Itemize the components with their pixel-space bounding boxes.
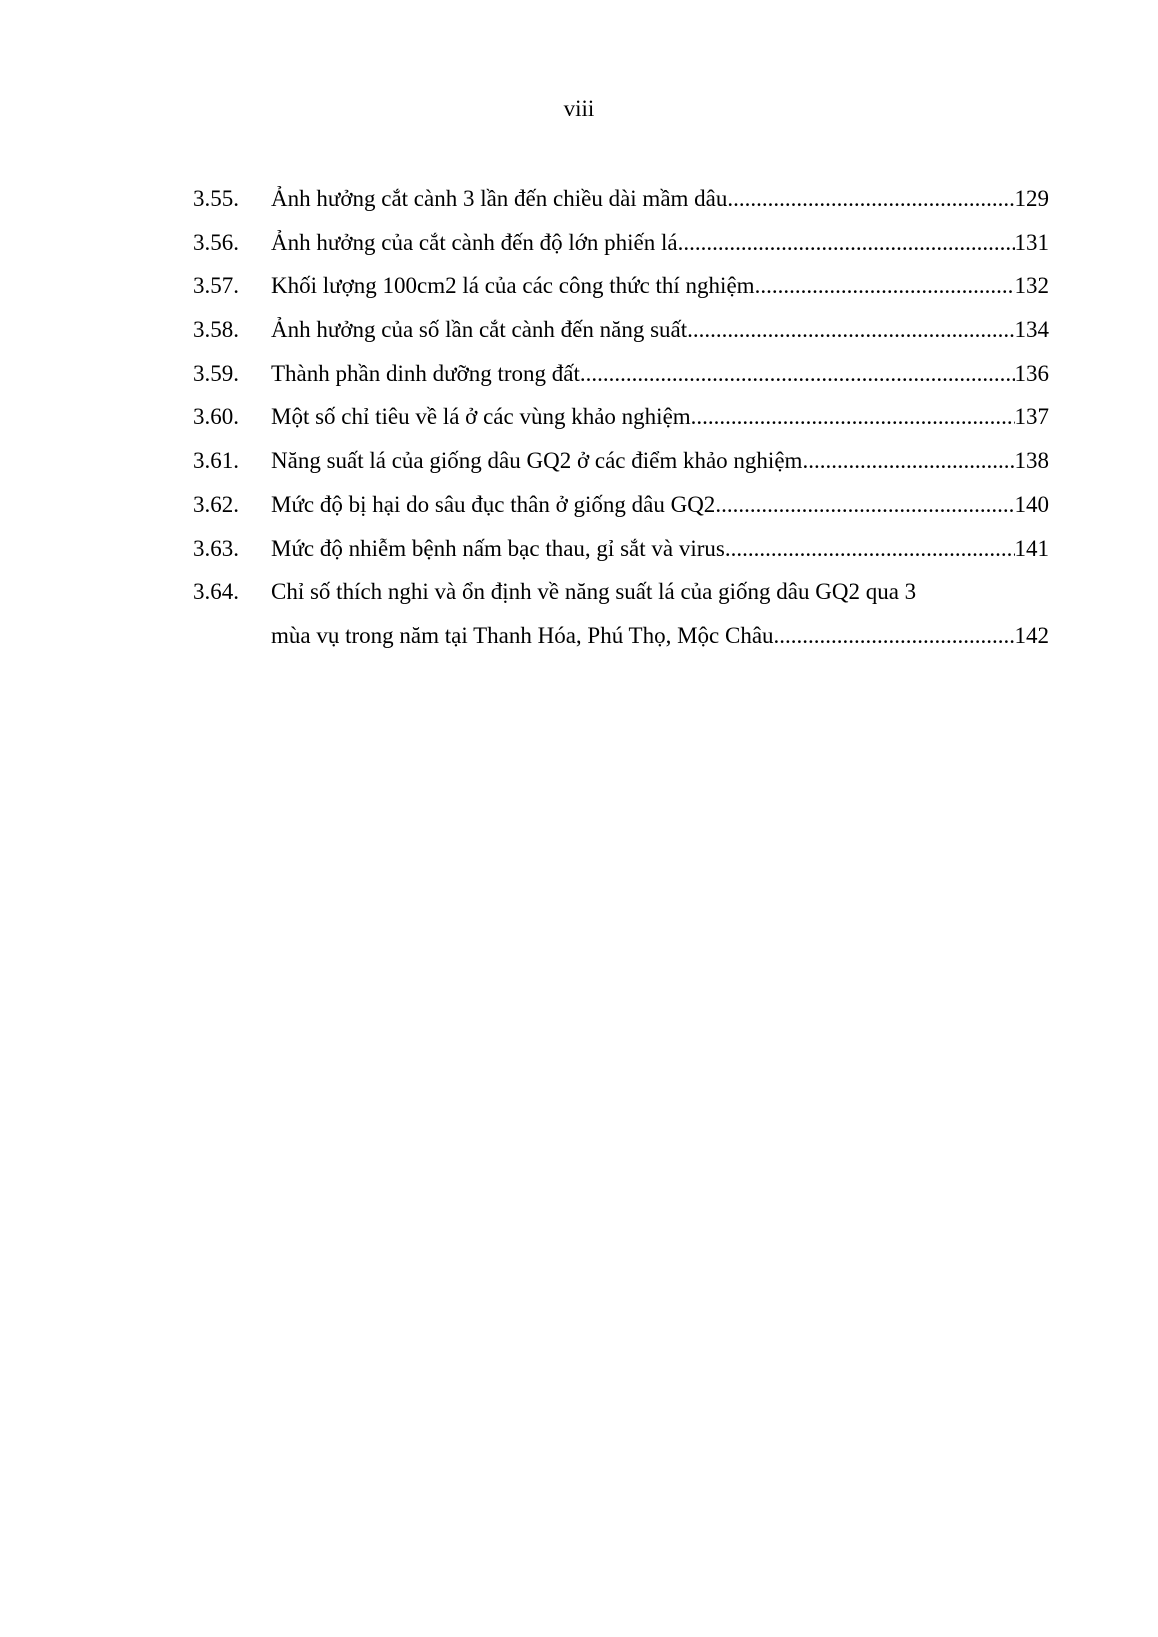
dot-leader <box>802 446 1014 476</box>
toc-entry-number: 3.60. <box>193 404 239 430</box>
dot-leader <box>691 402 1015 432</box>
dot-leader <box>725 534 1015 564</box>
toc-entry <box>193 184 1049 214</box>
toc-entry-page: 140 <box>1014 491 1049 517</box>
toc-entry <box>193 534 1049 564</box>
toc-entry-title: Mức độ bị hại do sâu đục thân ở giống dâu GQ2 <box>271 491 716 517</box>
dot-leader <box>580 359 1015 389</box>
toc-entry-number: 3.61. <box>193 448 239 474</box>
toc-entry-title: Ảnh hưởng của cắt cành đến độ lớn phiến lá <box>271 229 678 255</box>
dot-leader <box>727 184 1014 214</box>
toc-entry-number: 3.56. <box>193 229 239 255</box>
toc-entry-title: Mức độ nhiễm bệnh nấm bạc thau, gỉ sắt và virus <box>271 535 725 561</box>
toc-entry-title: Khối lượng 100cm2 lá của các công thức thí nghiệm <box>271 273 755 299</box>
dot-leader <box>687 315 1014 345</box>
toc-entry-number: 3.58. <box>193 317 239 343</box>
toc-entry <box>193 271 1049 301</box>
table-of-contents <box>193 184 1049 665</box>
toc-entry-title: Ảnh hưởng của số lần cắt cành đến năng suất <box>271 317 688 343</box>
toc-entry <box>193 228 1049 258</box>
toc-entry <box>193 490 1049 520</box>
toc-entry-page: 134 <box>1014 317 1049 343</box>
toc-entry-title-line1: Chỉ số thích nghi và ổn định về năng suất lá của giống dâu GQ2 qua 3 <box>271 579 917 605</box>
toc-entry-title-line2: mùa vụ trong năm tại Thanh Hóa, Phú Thọ, Mộc Châu <box>271 622 774 648</box>
toc-entry <box>193 402 1049 432</box>
toc-entry-title: Thành phần dinh dưỡng trong đất <box>271 360 580 386</box>
toc-entry-page: 141 <box>1014 535 1049 561</box>
toc-entry-title: Ảnh hưởng cắt cành 3 lần đến chiều dài mầm dâu <box>271 186 728 211</box>
toc-entry-title: Năng suất lá của giống dâu GQ2 ở các điểm khảo nghiệm <box>271 448 803 474</box>
page-number: viii <box>563 96 595 121</box>
toc-entry <box>193 315 1049 345</box>
toc-entry-number: 3.57. <box>193 273 239 299</box>
toc-entry <box>193 577 1049 651</box>
toc-entry <box>193 446 1049 476</box>
toc-entry-number: 3.62. <box>193 491 239 517</box>
toc-entry-page: 132 <box>1014 273 1049 299</box>
toc-entry-title: Một số chỉ tiêu về lá ở các vùng khảo nghiệm <box>271 404 691 430</box>
toc-entry-page: 136 <box>1014 360 1049 386</box>
toc-entry-page: 131 <box>1014 229 1049 255</box>
toc-entry <box>193 359 1049 389</box>
dot-leader <box>755 271 1015 301</box>
toc-entry-page: 137 <box>1014 404 1049 430</box>
toc-entry-number: 3.64. <box>193 579 239 605</box>
dot-leader <box>774 621 1015 651</box>
toc-entry-number: 3.63. <box>193 535 239 561</box>
toc-entry-number: 3.59. <box>193 360 239 386</box>
dot-leader <box>715 490 1014 520</box>
toc-entry-number: 3.55. <box>193 186 239 211</box>
toc-entry-page: 142 <box>1014 622 1049 648</box>
toc-entry-page: 138 <box>1014 448 1049 474</box>
toc-entry-page: 129 <box>1014 186 1049 211</box>
dot-leader <box>678 228 1015 258</box>
